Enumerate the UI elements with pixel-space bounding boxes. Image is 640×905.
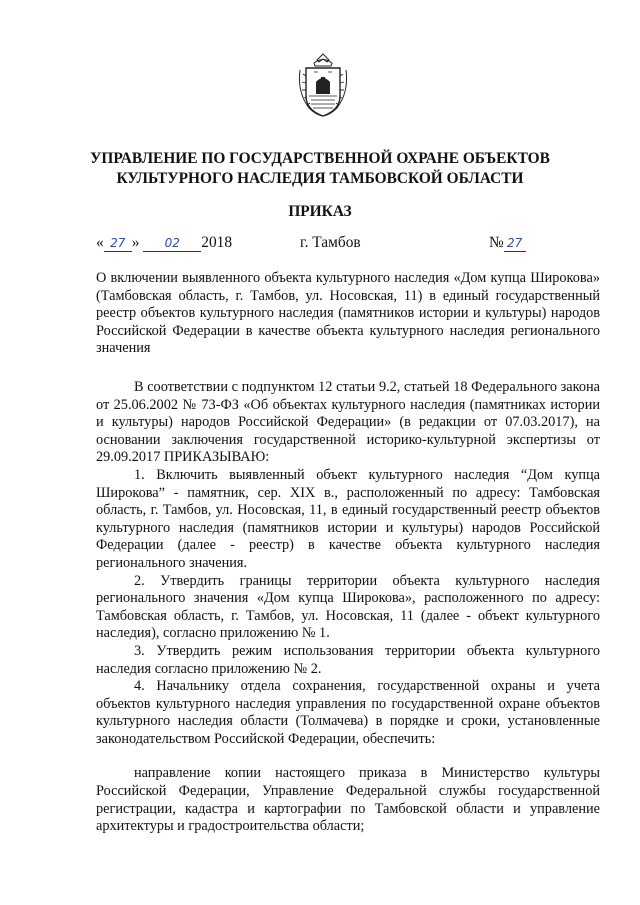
open-quote: « <box>96 234 104 251</box>
number-sign: № <box>489 234 504 251</box>
preamble-paragraph: В соответствии с подпунктом 12 статьи 9.2, статьей 18 Федерального закона от 25.06.2002 № 73-ФЗ «Об объектах культурного наследия (памятниках истории и культуры) народов Российской Федерации» (в редакции от 07.03.2017), на основании заключения государственной историко-культурной экспертизы от 29.09.2017 ПРИКАЗЫВАЮ: <box>96 379 600 466</box>
order-body <box>96 379 600 836</box>
item-2-paragraph: 2. Утвердить границы территории объекта культурного наследия регионального значения «Дом купца Широкова», расположенного по адресу: Тамбовская область, г. Тамбов, ул. Носовская, 11 (далее - объект культурного наследия), согласно приложению № 1. <box>96 572 600 642</box>
order-number <box>489 234 526 252</box>
handwritten-number: 27 <box>504 235 526 252</box>
handwritten-month: 02 <box>143 235 201 252</box>
order-subject: О включении выявленного объекта культурного наследия «Дом купца Широкова» (Тамбовская область, г. Тамбов, ул. Носовская, 11) в единый государственный реестр объектов культурного наследия (памятников истории и культуры) народов Российской Федерации в качестве объекта культурного наследия регионального значения <box>96 270 600 357</box>
item-4-paragraph: 4. Начальнику отдела сохранения, государственной охраны и учета объектов культурного наследия управления по государственной охране объектов культурного наследия области (Толмачева) в порядке и сроки, установленные законодательством Российской Федерации, обеспечить: <box>96 678 600 747</box>
coat-of-arms-icon <box>296 52 350 118</box>
item-1-paragraph: 1. Включить выявленный объект культурного наследия “Дом купца Широкова” - памятник, сер. XIX в., расположенный по адресу: Тамбовская область, г. Тамбов, ул. Носовская, 11, в единый государственный реестр объектов культурного наследия (памятников истории и культуры) народов Российской Федерации (далее - реестр) в качестве объекта культурного наследия регионального значения. <box>96 466 600 571</box>
order-date <box>96 234 232 252</box>
close-quote: » <box>131 234 140 251</box>
order-city: г. Тамбов <box>300 234 361 251</box>
organization-title: УПРАВЛЕНИЕ ПО ГОСУДАРСТВЕННОЙ ОХРАНЕ ОБЪЕКТОВ КУЛЬТУРНОГО НАСЛЕДИЯ ТАМБОВСКОЙ ОБЛАСТИ <box>90 150 550 187</box>
order-year: 2018 <box>201 234 233 251</box>
item-3-paragraph: 3. Утвердить режим использования территории объекта культурного наследия согласно приложению № 2. <box>96 642 600 677</box>
date-number-line <box>0 234 640 256</box>
item-4-subparagraph: направление копии настоящего приказа в Министерство культуры Российской Федерации, Управление Федеральной службы государственной регистрации, кадастра и картографии по Тамбовской области и управление архитектуры и градостроительства области; <box>96 765 600 835</box>
handwritten-day: 27 <box>104 235 132 252</box>
document-type-heading: ПРИКАЗ <box>288 203 352 220</box>
